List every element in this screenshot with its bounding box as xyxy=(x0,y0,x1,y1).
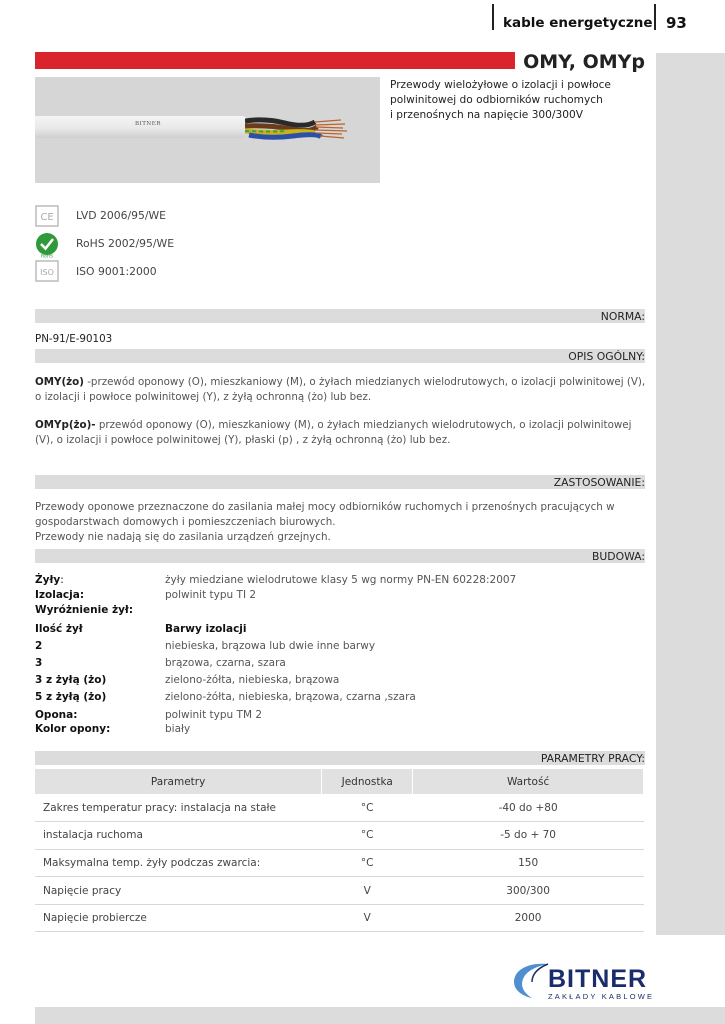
budowa-value: żyły miedziane wielodrutowe klasy 5 wg normy PN-EN 60228:2007 xyxy=(165,574,517,586)
param-name: Zakres temperatur pracy: instalacja na stałe xyxy=(35,794,322,822)
core-count: 2 xyxy=(35,640,43,652)
param-unit: °C xyxy=(322,822,413,850)
header-category: kable energetyczne xyxy=(503,15,653,31)
core-count: 5 z żyłą (żo) xyxy=(35,691,107,703)
param-unit: °C xyxy=(322,849,413,877)
section-heading-norma: NORMA: xyxy=(600,310,645,323)
cable-print-text: BITNER xyxy=(135,121,161,127)
product-title: OMY, OMYp xyxy=(515,51,645,73)
cable-wires-image xyxy=(245,113,355,143)
table-row xyxy=(35,794,644,822)
core-colors: zielono-żółta, niebieska, brązowa, czarna ,szara xyxy=(165,691,416,703)
page-number: 93 xyxy=(666,14,687,32)
svg-text:CE: CE xyxy=(40,212,54,223)
brand-logo-text: BITNER xyxy=(548,965,648,993)
rohs-check-icon xyxy=(35,232,59,258)
opis-text: -przewód oponowy (O), mieszkaniowy (M), o żyłach miedzianych wielodrutowych, o izolacji polwinitowej (V), o izolacji i powłoce polwinitowej (Y), z żyłą ochronną (żo) lub bez. xyxy=(35,376,646,403)
parameters-table xyxy=(35,769,644,932)
product-code: OMY(żo) xyxy=(35,376,84,388)
budowa-value: polwinit typu TM 2 xyxy=(165,709,263,721)
budowa-value: polwinit typu TI 2 xyxy=(165,589,257,601)
cert-label: LVD 2006/95/WE xyxy=(76,209,166,222)
param-name: instalacja ruchoma xyxy=(35,822,322,850)
footer-bar xyxy=(35,1007,725,1024)
zastosowanie-line: Przewody oponowe przeznaczone do zasilania małej mocy odbiorników ruchomych i przenośnych pracujących w gospodarstwach domowych i pomieszczeniach biurowych. xyxy=(35,501,615,528)
product-description xyxy=(390,78,611,123)
budowa-label: Żyły: xyxy=(35,574,64,586)
budowa-label: Kolor opony: xyxy=(35,723,111,735)
product-code: OMYp(żo)- xyxy=(35,419,96,431)
core-colors: zielono-żółta, niebieska, brązowa xyxy=(165,674,340,686)
cert-label: RoHS 2002/95/WE xyxy=(76,237,175,250)
param-unit: °C xyxy=(322,794,413,822)
param-value: 2000 xyxy=(413,904,644,932)
table-header-row xyxy=(35,769,644,794)
iso-mark-icon xyxy=(35,260,59,282)
budowa-value: biały xyxy=(165,723,191,735)
cable-sheath xyxy=(35,116,250,138)
norma-value: PN-91/E-90103 xyxy=(35,333,113,345)
core-count: 3 z żyłą (żo) xyxy=(35,674,107,686)
param-name: Maksymalna temp. żyły podczas zwarcia: xyxy=(35,849,322,877)
core-colors: niebieska, brązowa lub dwie inne barwy xyxy=(165,640,376,652)
column-header: Wartość xyxy=(413,769,644,794)
description-line: polwinitowej do odbiorników ruchomych xyxy=(390,94,603,106)
section-bar xyxy=(35,349,645,363)
section-heading-opis: OPIS OGÓLNY: xyxy=(568,350,645,363)
budowa-label: Izolacja: xyxy=(35,589,85,601)
table-row xyxy=(35,904,644,932)
section-bar xyxy=(35,549,645,563)
ce-mark-icon xyxy=(35,205,59,227)
brand-tagline: ZAKŁADY KABLOWE xyxy=(548,992,655,1001)
description-line: i przenośnych na napięcie 300/300V xyxy=(390,109,583,121)
core-colors-header: Barwy izolacji xyxy=(165,623,247,635)
core-count: 3 xyxy=(35,657,43,669)
param-name: Napięcie probiercze xyxy=(35,904,322,932)
table-row xyxy=(35,822,644,850)
table-row xyxy=(35,849,644,877)
section-heading-budowa: BUDOWA: xyxy=(591,550,645,563)
param-unit: V xyxy=(322,904,413,932)
opis-text: przewód oponowy (O), mieszkaniowy (M), o żyłach miedzianych wielodrutowych, o izolacji polwinitowej (V), o izolacji i powłoce polwinitowej (Y), płaski (p) , z żyłą ochronną (żo) lub bez. xyxy=(35,419,632,446)
param-value: -40 do +80 xyxy=(413,794,644,822)
param-value: 150 xyxy=(413,849,644,877)
cert-label: ISO 9001:2000 xyxy=(76,265,157,278)
section-heading-zastosowanie: ZASTOSOWANIE: xyxy=(553,476,645,489)
header-divider xyxy=(492,4,494,30)
table-row xyxy=(35,877,644,905)
param-value: -5 do + 70 xyxy=(413,822,644,850)
description-line: Przewody wielożyłowe o izolacji i powłoce xyxy=(390,79,611,91)
zastosowanie-line: Przewody nie nadają się do zasilania urządzeń grzejnych. xyxy=(35,531,331,543)
opis-paragraph xyxy=(35,418,647,448)
bitner-swoosh-icon xyxy=(508,960,552,1000)
param-name: Napięcie pracy xyxy=(35,877,322,905)
section-heading-parametry: PARAMETRY PRACY: xyxy=(540,752,645,765)
column-header: Jednostka xyxy=(322,769,413,794)
core-count-header: Ilość żył xyxy=(35,623,83,635)
param-unit: V xyxy=(322,877,413,905)
budowa-label: Opona: xyxy=(35,709,78,721)
column-header: Parametry xyxy=(35,769,322,794)
core-colors: brązowa, czarna, szara xyxy=(165,657,286,669)
header-divider xyxy=(654,4,656,30)
opis-paragraph xyxy=(35,375,647,405)
svg-text:ISO: ISO xyxy=(40,268,54,277)
section-bar xyxy=(35,309,645,323)
svg-text:RoHS: RoHS xyxy=(41,254,53,258)
cable-photo xyxy=(35,77,380,183)
zastosowanie-text xyxy=(35,500,647,545)
param-value: 300/300 xyxy=(413,877,644,905)
budowa-label: Wyróżnienie żył: xyxy=(35,604,134,616)
side-margin-bar xyxy=(656,53,725,935)
